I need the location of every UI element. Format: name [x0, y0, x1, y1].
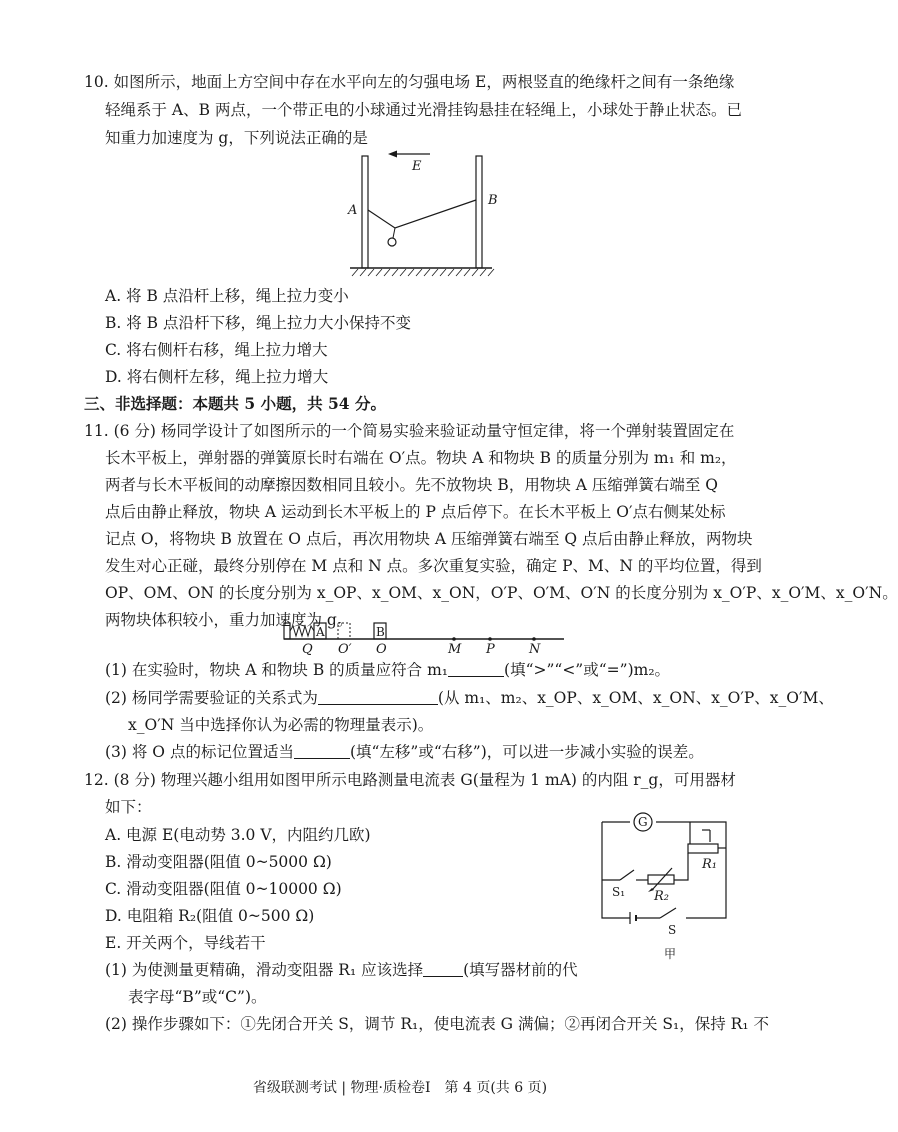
- q12-sub1-text-2: (填写器材前的代: [463, 961, 578, 979]
- q10-option-a: A. 将 B 点沿杆上移，绳上拉力变小: [105, 287, 349, 305]
- q11-sub1-text-2: (填“>”“<”或“=”)m₂。: [504, 661, 671, 679]
- meter-label: G: [638, 815, 648, 829]
- page-footer: 省级联测考试 | 物理·质检卷Ⅰ 第 4 页(共 6 页): [252, 1080, 548, 1096]
- q11-sub3-text-2: (填“左移”或“右移”)，可以进一步减小实验的误差。: [349, 743, 704, 761]
- q11-sub2: [105, 688, 834, 708]
- label-m: M: [448, 642, 462, 657]
- spring-natural-position: [338, 623, 350, 639]
- left-pole: [362, 156, 368, 268]
- block-a-label: A: [316, 625, 325, 639]
- label-o-prime: O′: [338, 642, 352, 657]
- q10-stem-line-3: 知重力加速度为 g，下列说法正确的是: [105, 129, 368, 147]
- q11-stem-line-6: 发生对心正碰，最终分别停在 M 点和 N 点。多次重复实验，确定 P、M、N 的平均位置，得到: [105, 557, 762, 575]
- q10-option-d: D. 将右侧杆左移，绳上拉力增大: [105, 368, 329, 386]
- s1-label: S₁: [612, 885, 626, 899]
- hook: [393, 228, 395, 238]
- q11-stem-line-4: 点后由静止释放，物块 A 运动到长木平板上的 P 点后停下。在长木平板上 O′点右侧某处标: [105, 503, 726, 521]
- mark-m: [452, 637, 456, 641]
- q11-stem-line-3: 两者与长木平板间的动摩擦因数相同且较小。先不放物块 B，用物块 A 压缩弹簧右端至 Q: [105, 476, 719, 494]
- q11-stem-line-2: 长木平板上，弹射器的弹簧原长时右端在 O′点。物块 A 和物块 B 的质量分别为 m₁ 和 m₂，: [105, 449, 737, 467]
- q12-item-a: A. 电源 E(电动势 3.0 V，内阻约几欧): [105, 826, 371, 844]
- figure-caption: 甲: [664, 947, 677, 961]
- q11-sub2-text-2: (从 m₁、m₂、x_OP、x_OM、x_ON、x_O′P、x_O′M、: [437, 689, 834, 707]
- mark-n: [532, 637, 536, 641]
- field-label: E: [412, 159, 422, 174]
- section-3-heading: 三、非选择题：本题共 5 小题，共 54 分。: [84, 394, 386, 413]
- q12-sub1-line-2: 表字母“B”或“C”)。: [128, 988, 267, 1006]
- q11-sub3-text: (3) 将 O 点的标记位置适当: [105, 743, 294, 761]
- r1-label: R₁: [702, 857, 717, 872]
- q10-stem-line-1: 10. 如图所示，地面上方空间中存在水平向左的匀强电场 E，两根竖直的绝缘杆之间有一条绝缘: [84, 73, 735, 91]
- q12-stem-line-1: 12. (8 分) 物理兴趣小组用如图甲所示电路测量电流表 G(量程为 1 mA) 的内阻 r_g，可用器材: [84, 771, 736, 789]
- resistor-r1: [688, 844, 718, 853]
- label-o: O: [376, 642, 387, 657]
- q11-sub3: [105, 742, 704, 762]
- block-b-label: B: [376, 625, 385, 639]
- q11-sub1: [105, 660, 670, 680]
- q12-item-b: B. 滑动变阻器(阻值 0~5000 Ω): [105, 853, 332, 871]
- switch-s: [660, 908, 676, 918]
- switch-s1: [620, 870, 634, 880]
- label-p: P: [486, 642, 495, 657]
- label-q: Q: [302, 642, 313, 657]
- q10-figure: [340, 148, 500, 280]
- q11-stem-line-5: 记点 O，将物块 B 放置在 O 点后，再次用物块 A 压缩弹簧右端至 Q 点后由静止释放，两物块: [105, 530, 753, 548]
- r2-arrow: [652, 868, 672, 890]
- q11-sub1-text: (1) 在实验时，物块 A 和物块 B 的质量应符合 m₁: [105, 661, 449, 679]
- q12-sub2: (2) 操作步骤如下：①先闭合开关 S，调节 R₁，使电流表 G 满偏；②再闭合开关 S₁，保持 R₁ 不: [105, 1015, 769, 1033]
- q11-sub3-blank[interactable]: [294, 744, 350, 759]
- q12-item-d: D. 电阻箱 R₂(阻值 0~500 Ω): [105, 907, 315, 925]
- q11-figure: [282, 617, 572, 657]
- field-arrowhead: [388, 151, 397, 158]
- charged-ball: [388, 238, 396, 246]
- launcher-wall: [284, 623, 290, 639]
- point-b-label: B: [488, 193, 498, 208]
- right-pole: [476, 156, 482, 268]
- q12-item-c: C. 滑动变阻器(阻值 0~10000 Ω): [105, 880, 342, 898]
- q11-stem-line-7: OP、OM、ON 的长度分别为 x_OP、x_OM、x_ON，O′P、O′M、O′N 的长度分别为 x_O′P、x_O′M、x_O′N。: [105, 584, 898, 602]
- q10-option-b: B. 将 B 点沿杆下移，绳上拉力大小保持不变: [105, 314, 411, 332]
- q12-stem-line-2: 如下：: [105, 798, 152, 816]
- wire-left: [602, 822, 630, 918]
- q12-item-e: E. 开关两个，导线若干: [105, 934, 266, 952]
- q11-stem-line-1: 11. (6 分) 杨同学设计了如图所示的一个简易实验来验证动量守恒定律，将一个弹射装置固定在: [84, 422, 735, 440]
- point-a-label: A: [348, 203, 358, 218]
- ground-hatch: [352, 269, 494, 276]
- s-label: S: [668, 923, 677, 937]
- rope: [368, 200, 476, 228]
- q11-sub2-text: (2) 杨同学需要验证的关系式为: [105, 689, 318, 707]
- q12-sub1-text: (1) 为使测量更精确，滑动变阻器 R₁ 应该选择: [105, 961, 424, 979]
- q12-sub1: [105, 960, 578, 980]
- q11-sub1-blank[interactable]: [448, 662, 504, 677]
- q10-option-c: C. 将右侧杆右移，绳上拉力增大: [105, 341, 328, 359]
- wire-branch-right: [674, 853, 688, 880]
- q10-stem-line-2: 轻绳系于 A、B 两点，一个带正电的小球通过光滑挂钩悬挂在轻绳上，小球处于静止状态。已: [105, 101, 742, 119]
- spring: [290, 626, 314, 636]
- r2-label: R₂: [654, 889, 669, 904]
- q12-sub1-blank[interactable]: [423, 962, 463, 977]
- q11-sub2-line-2: x_O′N 当中选择你认为必需的物理量表示)。: [128, 716, 434, 734]
- mark-p: [488, 637, 492, 641]
- q11-stem-line-8: 两物块体积较小，重力加速度为 g。: [105, 611, 353, 629]
- q12-circuit-figure: [590, 808, 740, 966]
- label-n: N: [529, 642, 541, 657]
- q11-sub2-blank[interactable]: [318, 690, 438, 705]
